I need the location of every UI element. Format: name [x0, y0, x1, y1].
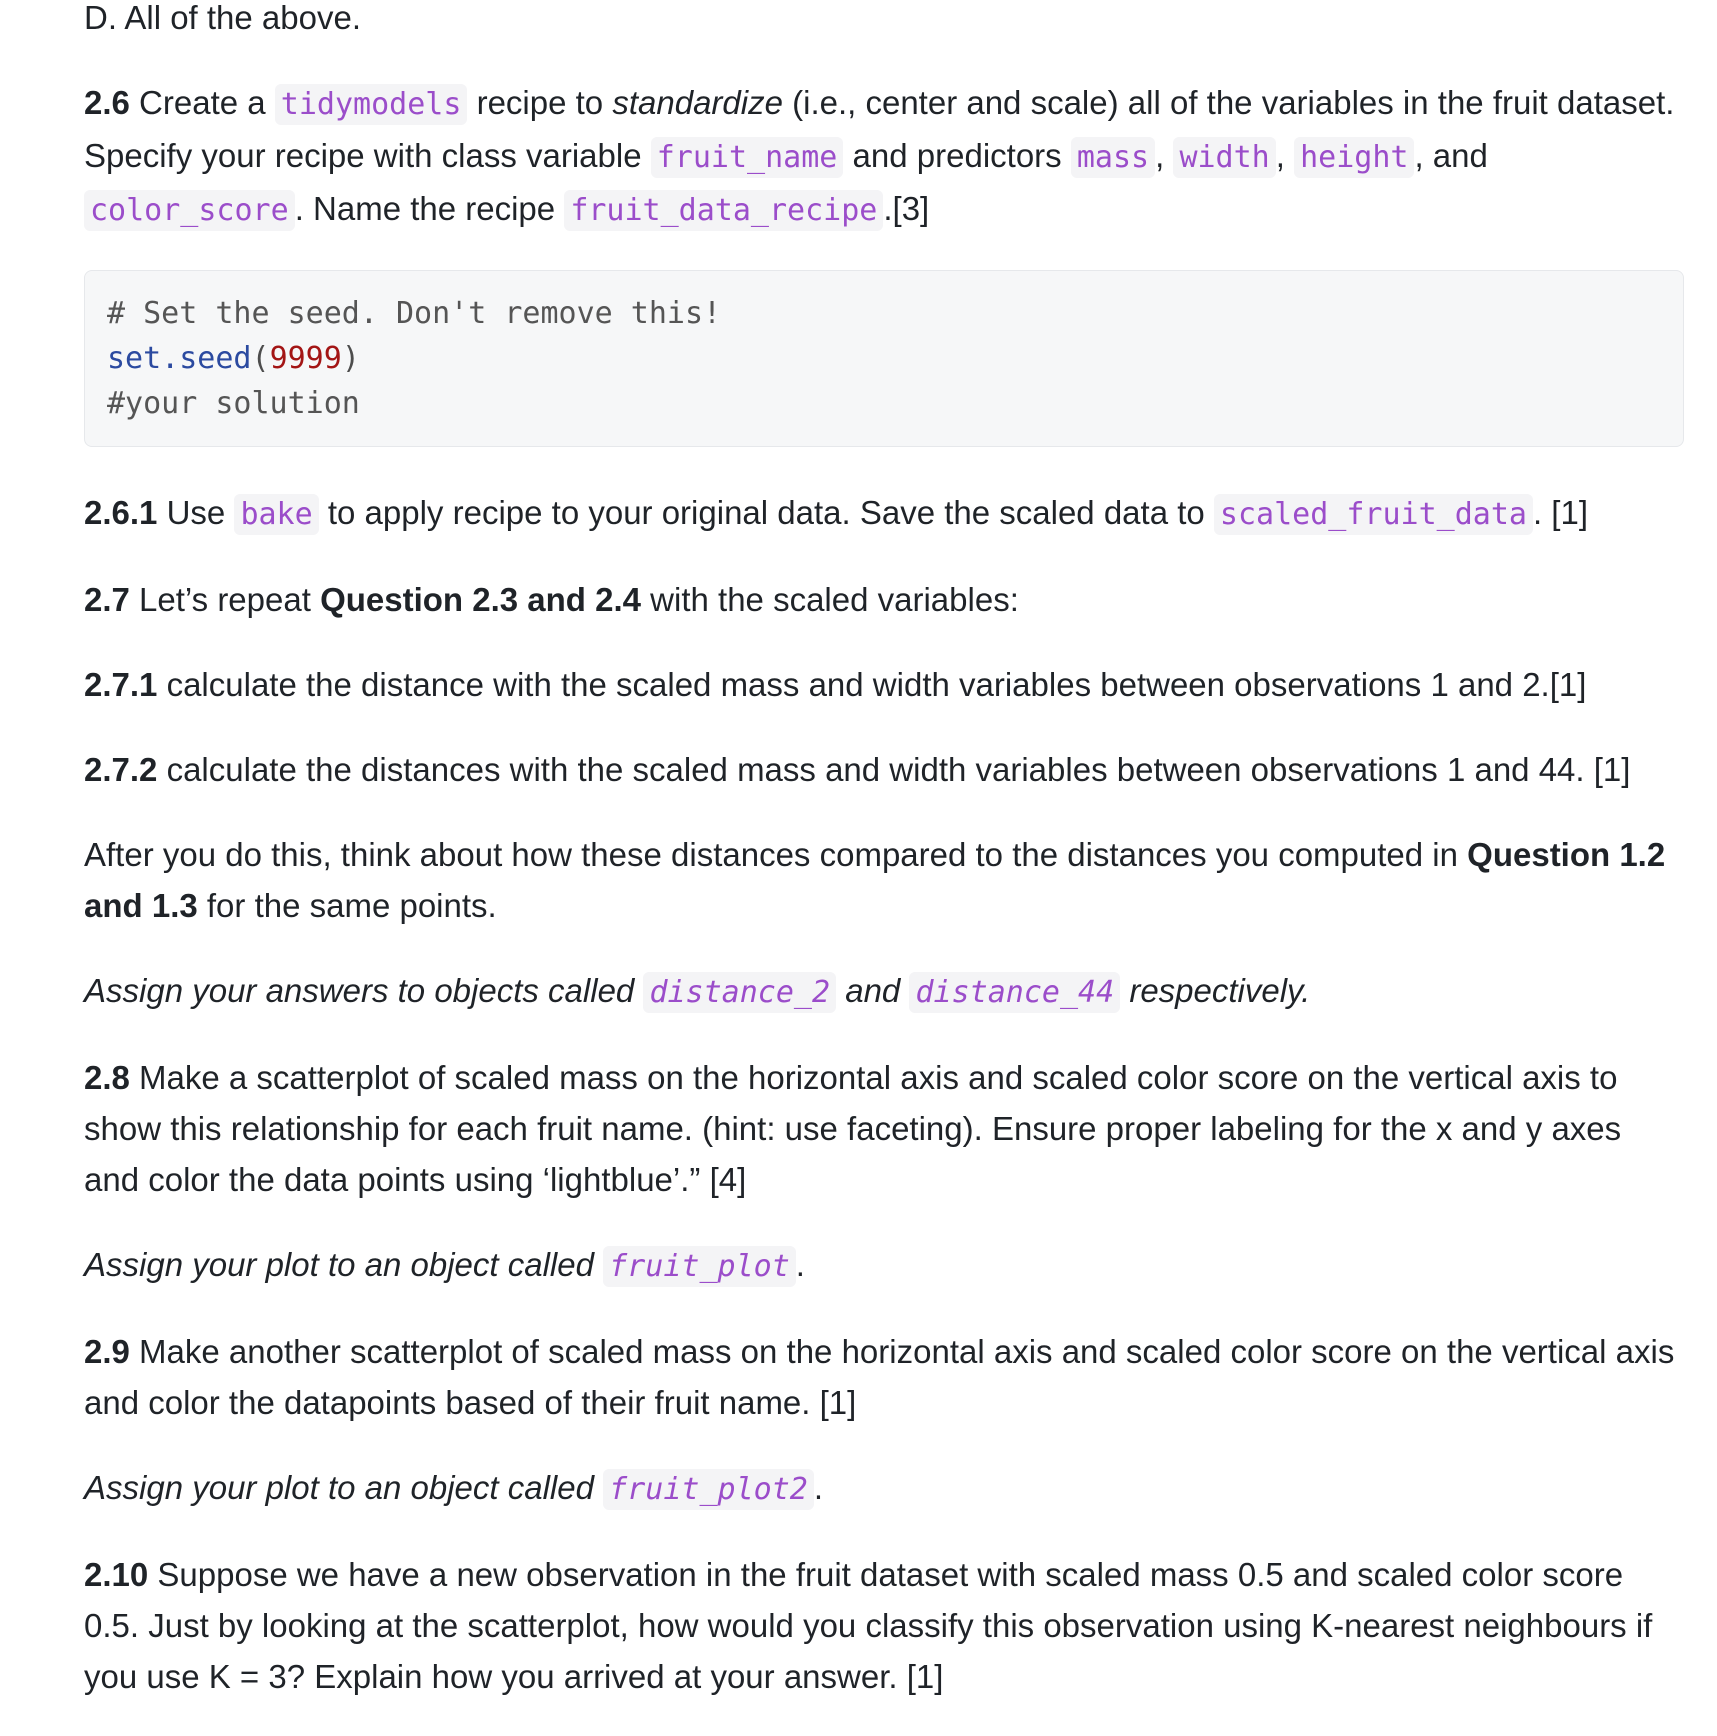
code-cell[interactable]: # Set the seed. Don't remove this! set.seed(9999) #your solution: [84, 270, 1684, 447]
option-d: D. All of the above.: [84, 0, 362, 36]
inline-code: bake: [234, 494, 318, 535]
code-number: 9999: [269, 341, 342, 376]
inline-code: fruit_name: [651, 137, 844, 178]
inline-code: tidymodels: [275, 84, 468, 125]
code-function: set.seed: [107, 341, 252, 376]
question-number: 2.9: [84, 1333, 130, 1370]
question-number: 2.7: [84, 581, 130, 618]
question-2-6: 2.6 Create a tidymodels recipe to standardize (i.e., center and scale) all of the variables in the fruit dataset. Specify your recipe with class variable fruit_name and predictors mass , width , height , and color_score . Name the recipe fruit_data_recipe .[3]: [84, 77, 1684, 236]
code-comment: #your solution: [107, 386, 360, 421]
assign-instruction-fruit-plot2: Assign your plot to an object called fruit_plot2 .: [84, 1462, 1684, 1515]
instruction-compare: After you do this, think about how these distances compared to the distances you computed in Question 1.2 and 1.3 for the same points.: [84, 836, 1666, 924]
question-number: 2.8: [84, 1059, 130, 1096]
question-number: 2.6.1: [84, 494, 158, 531]
question-2-8: 2.8 Make a scatterplot of scaled mass on the horizontal axis and scaled color score on the vertical axis to show this relationship for each fruit name. (hint: use faceting). Ensure proper labeling for the x and y axes and color the data points using ‘lightblue’.” [4]: [84, 1059, 1622, 1198]
inline-code: mass: [1071, 137, 1155, 178]
inline-code: distance_44: [909, 972, 1120, 1013]
code-comment: # Set the seed. Don't remove this!: [107, 296, 722, 331]
inline-code: color_score: [84, 190, 295, 231]
inline-code: height: [1294, 137, 1414, 178]
inline-code: scaled_fruit_data: [1214, 494, 1533, 535]
inline-code: width: [1173, 137, 1275, 178]
assign-instruction-distances: Assign your answers to objects called distance_2 and distance_44 respectively.: [84, 965, 1684, 1018]
question-2-7: 2.7 Let’s repeat Question 2.3 and 2.4 with the scaled variables:: [84, 581, 1019, 618]
inline-code: distance_2: [643, 972, 836, 1013]
question-number: 2.10: [84, 1556, 149, 1593]
inline-code: fruit_plot: [603, 1246, 796, 1287]
inline-code: fruit_data_recipe: [564, 190, 883, 231]
assign-instruction-fruit-plot: Assign your plot to an object called fruit_plot .: [84, 1239, 1684, 1292]
question-2-6-1: 2.6.1 Use bake to apply recipe to your original data. Save the scaled data to scaled_fruit_data . [1]: [84, 487, 1684, 540]
question-2-10: 2.10 Suppose we have a new observation in the fruit dataset with scaled mass 0.5 and scaled color score 0.5. Just by looking at the scatterplot, how would you classify this observation using K-nearest neighbours if you use K = 3? Explain how you arrived at your answer. [1]: [84, 1556, 1653, 1695]
assignment-content: [84, 0, 1684, 1736]
question-number: 2.6: [84, 84, 130, 121]
question-number: 2.7.2: [84, 751, 158, 788]
question-2-7-1: 2.7.1 calculate the distance with the scaled mass and width variables between observations 1 and 2.[1]: [84, 666, 1587, 703]
question-2-9: 2.9 Make another scatterplot of scaled mass on the horizontal axis and scaled color score on the vertical axis and color the datapoints based of their fruit name. [1]: [84, 1333, 1675, 1421]
inline-code: fruit_plot2: [603, 1469, 814, 1510]
question-2-7-2: 2.7.2 calculate the distances with the scaled mass and width variables between observations 1 and 44. [1]: [84, 751, 1631, 788]
question-number: 2.7.1: [84, 666, 158, 703]
